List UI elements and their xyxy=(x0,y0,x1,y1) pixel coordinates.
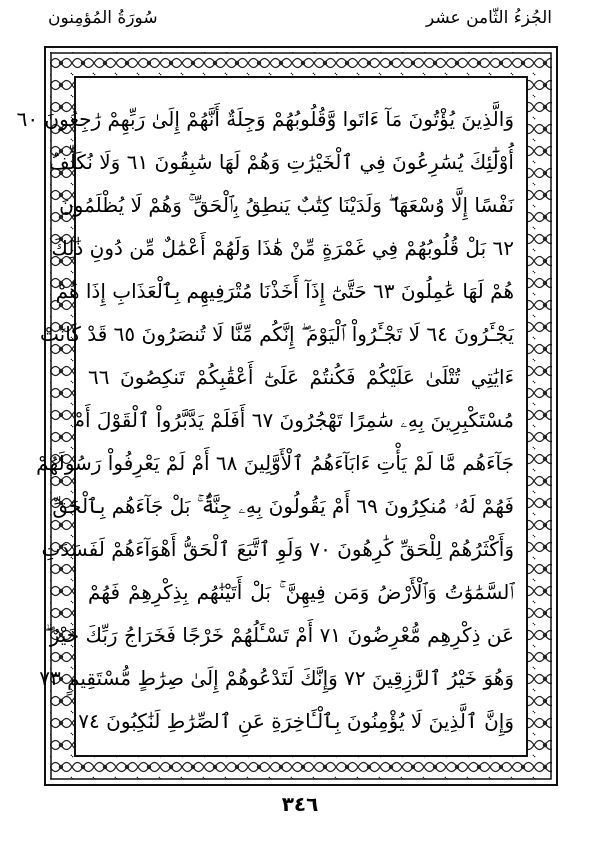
verse-line: يَجْـَٔرُونَ ٦٤ لَا تَجْـَٔرُواْ ٱلْيَوْمَ ۖ إِنَّكُم مِّنَّا لَا تُنصَرُونَ ٦٥ قَدْ كَانَتْ xyxy=(40,322,514,346)
verse-line: عَن ذِكْرِهِم مُّعْرِضُونَ ٧١ أَمْ تَسْـَٔلُهُمْ خَرْجًا فَخَرَاجُ رَبِّكَ خَيْرٌ ۖ xyxy=(44,623,514,647)
juz-header: الجُزءُ الثّامن عشر xyxy=(425,8,552,28)
verse-line: فَهُمْ لَهُۥ مُنكِرُونَ ٦٩ أَمْ يَقُولُونَ بِهِۦ جِنَّةٌۢ ۚ بَلْ جَآءَهُم بِٱلْحَقِّ xyxy=(52,494,514,518)
verse-line: هُمْ لَهَا عَٰمِلُونَ ٦٣ حَتَّىٰٓ إِذَآ أَخَذْنَا مُتْرَفِيهِم بِٱلْعَذَابِ إِذَا هُمْ xyxy=(55,279,514,303)
verse-line: وَأَكْثَرُهُمْ لِلْحَقِّ كَٰرِهُونَ ٧٠ وَلَوِ ٱتَّبَعَ ٱلْحَقُّ أَهْوَآءَهُمْ لَفَسَدَتِ xyxy=(41,537,514,561)
page-number: ٣٤٦ xyxy=(281,792,319,816)
verse-lines xyxy=(16,98,514,743)
verse-line: ءَايَٰتِي تُتْلَىٰ عَلَيْكُمْ فَكُنتُمْ عَلَىٰٓ أَعْقَٰبِكُمْ تَنكِصُونَ ٦٦ xyxy=(88,365,514,389)
verse-line: أُوْلَٰٓئِكَ يُسَٰرِعُونَ فِي ٱلْخَيْرَٰتِ وَهُمْ لَهَا سَٰبِقُونَ ٦١ وَلَا نُكَلِّفُ xyxy=(48,150,514,174)
verse-line: ٦٢ بَلْ قُلُوبُهُمْ فِي غَمْرَةٍ مِّنْ هَٰذَا وَلَهُمْ أَعْمَٰلٌ مِّن دُونِ ذَٰلِكَ xyxy=(51,236,514,260)
verse-line: جَآءَهُم مَّا لَمْ يَأْتِ ءَابَآءَهُمُ ٱلْأَوَّلِينَ ٦٨ أَمْ لَمْ يَعْرِفُواْ رَسُولَهُمْ xyxy=(36,451,514,475)
verse-line: وَإِنَّ ٱلَّذِينَ لَا يُؤْمِنُونَ بِٱلْـَٔاخِرَةِ عَنِ ٱلصِّرَٰطِ لَنَٰكِبُونَ ٧٤ xyxy=(78,709,514,733)
verse-line: نَفْسًا إِلَّا وُسْعَهَا ۖ وَلَدَيْنَا كِتَٰبٌ يَنطِقُ بِٱلْحَقِّ ۚ وَهُمْ لَا يُظْلَمُونَ xyxy=(59,193,514,217)
verse-line: وَهُوَ خَيْرُ ٱلرَّٰزِقِينَ ٧٢ وَإِنَّكَ لَتَدْعُوهُمْ إِلَىٰ صِرَٰطٍ مُّسْتَقِيمٍ ٧٣ xyxy=(39,666,514,690)
verse-line: وَالَّذِينَ يُؤْتُونَ مَآ ءَاتَوا وَّقُلُوبُهُمْ وَجِلَةٌ أَنَّهُمْ إِلَىٰ رَبِّهِمْ رَٰجِعُونَ ٦٠ xyxy=(16,107,514,131)
verse-line: ٱلسَّمَٰوَٰتُ وَٱلْأَرْضُ وَمَن فِيهِنَّ ۚ بَلْ أَتَيْنَٰهُم بِذِكْرِهِمْ فَهُمْ xyxy=(88,580,514,604)
verse-line: مُسْتَكْبِرِينَ بِهِۦ سَٰمِرًا تَهْجُرُونَ ٦٧ أَفَلَمْ يَدَّبَّرُواْ ٱلْقَوْلَ أَمْ xyxy=(72,408,514,432)
surah-header: سُورَةُ المُؤمِنون xyxy=(48,8,158,28)
